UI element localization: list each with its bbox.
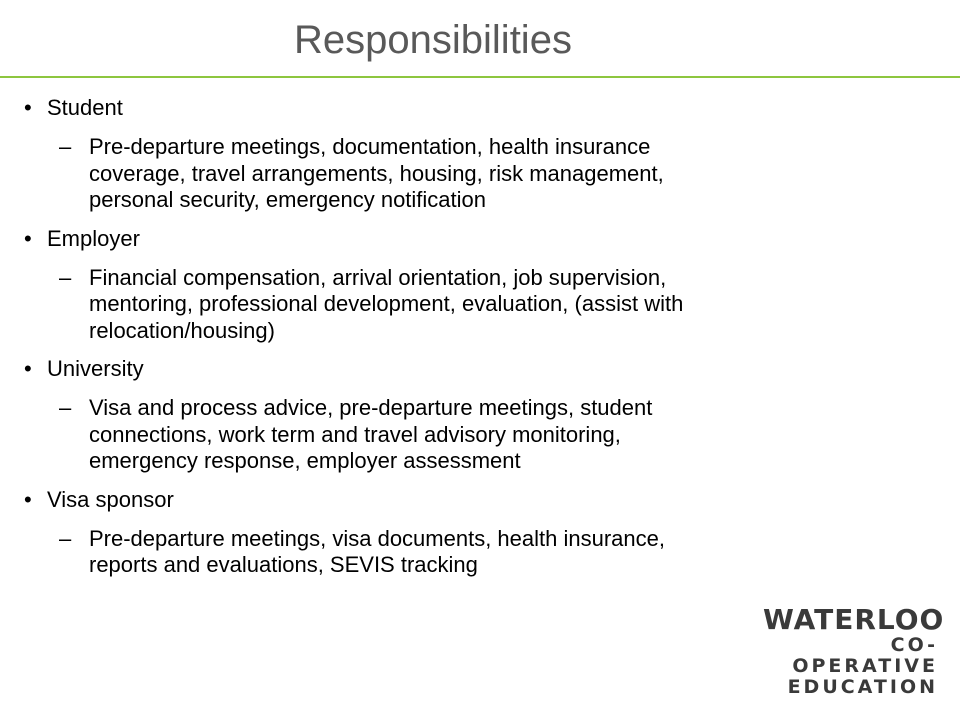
sub-line: personal security, emergency notification [89, 187, 487, 212]
bullet-employer [0, 225, 960, 253]
logo-line-1: WATERLOO [763, 603, 945, 636]
bullet-label: University [47, 356, 144, 381]
title-divider [0, 76, 960, 78]
sub-item-visa-sponsor [0, 526, 960, 579]
bullet-label: Student [47, 95, 123, 120]
bullet-visa-sponsor [0, 486, 960, 514]
bullet-label: Visa sponsor [47, 486, 174, 512]
sub-line: Pre-departure meetings, documentation, health insurance [89, 134, 651, 159]
sub-item-student [0, 134, 960, 214]
sub-dash: – [59, 134, 72, 159]
responsibilities-list [0, 92, 960, 590]
logo-line-3: EDUCATION [787, 676, 938, 698]
sub-line: connections, work term and travel advisory monitoring, [89, 421, 621, 447]
bullet-dot: • [24, 225, 32, 251]
waterloo-coop-logo [763, 603, 945, 698]
sub-line: Financial compensation, arrival orientation, job supervision, [89, 264, 667, 290]
sub-line: coverage, travel arrangements, housing, risk management, [89, 160, 664, 186]
sub-line: mentoring, professional development, evaluation, (assist with [89, 291, 684, 316]
bullet-dot: • [24, 486, 32, 512]
sub-line: Visa and process advice, pre-departure meetings, student [89, 395, 653, 420]
bullet-dot: • [24, 95, 32, 120]
sub-dash: – [59, 395, 72, 420]
sub-item-university [0, 395, 960, 475]
bullet-student [0, 94, 960, 122]
sub-line: Pre-departure meetings, visa documents, health insurance, [89, 525, 665, 551]
slide-title: Responsibilities [294, 18, 572, 62]
sub-dash: – [59, 525, 72, 551]
logo-line-2: CO-OPERATIVE [792, 634, 938, 677]
sub-line: relocation/housing) [89, 317, 275, 343]
bullet-university [0, 355, 960, 383]
sub-line: reports and evaluations, SEVIS tracking [89, 552, 478, 577]
sub-dash: – [59, 264, 72, 290]
bullet-dot: • [24, 356, 32, 381]
bullet-label: Employer [47, 225, 140, 251]
sub-item-employer [0, 265, 960, 345]
sub-line: emergency response, employer assessment [89, 448, 521, 473]
